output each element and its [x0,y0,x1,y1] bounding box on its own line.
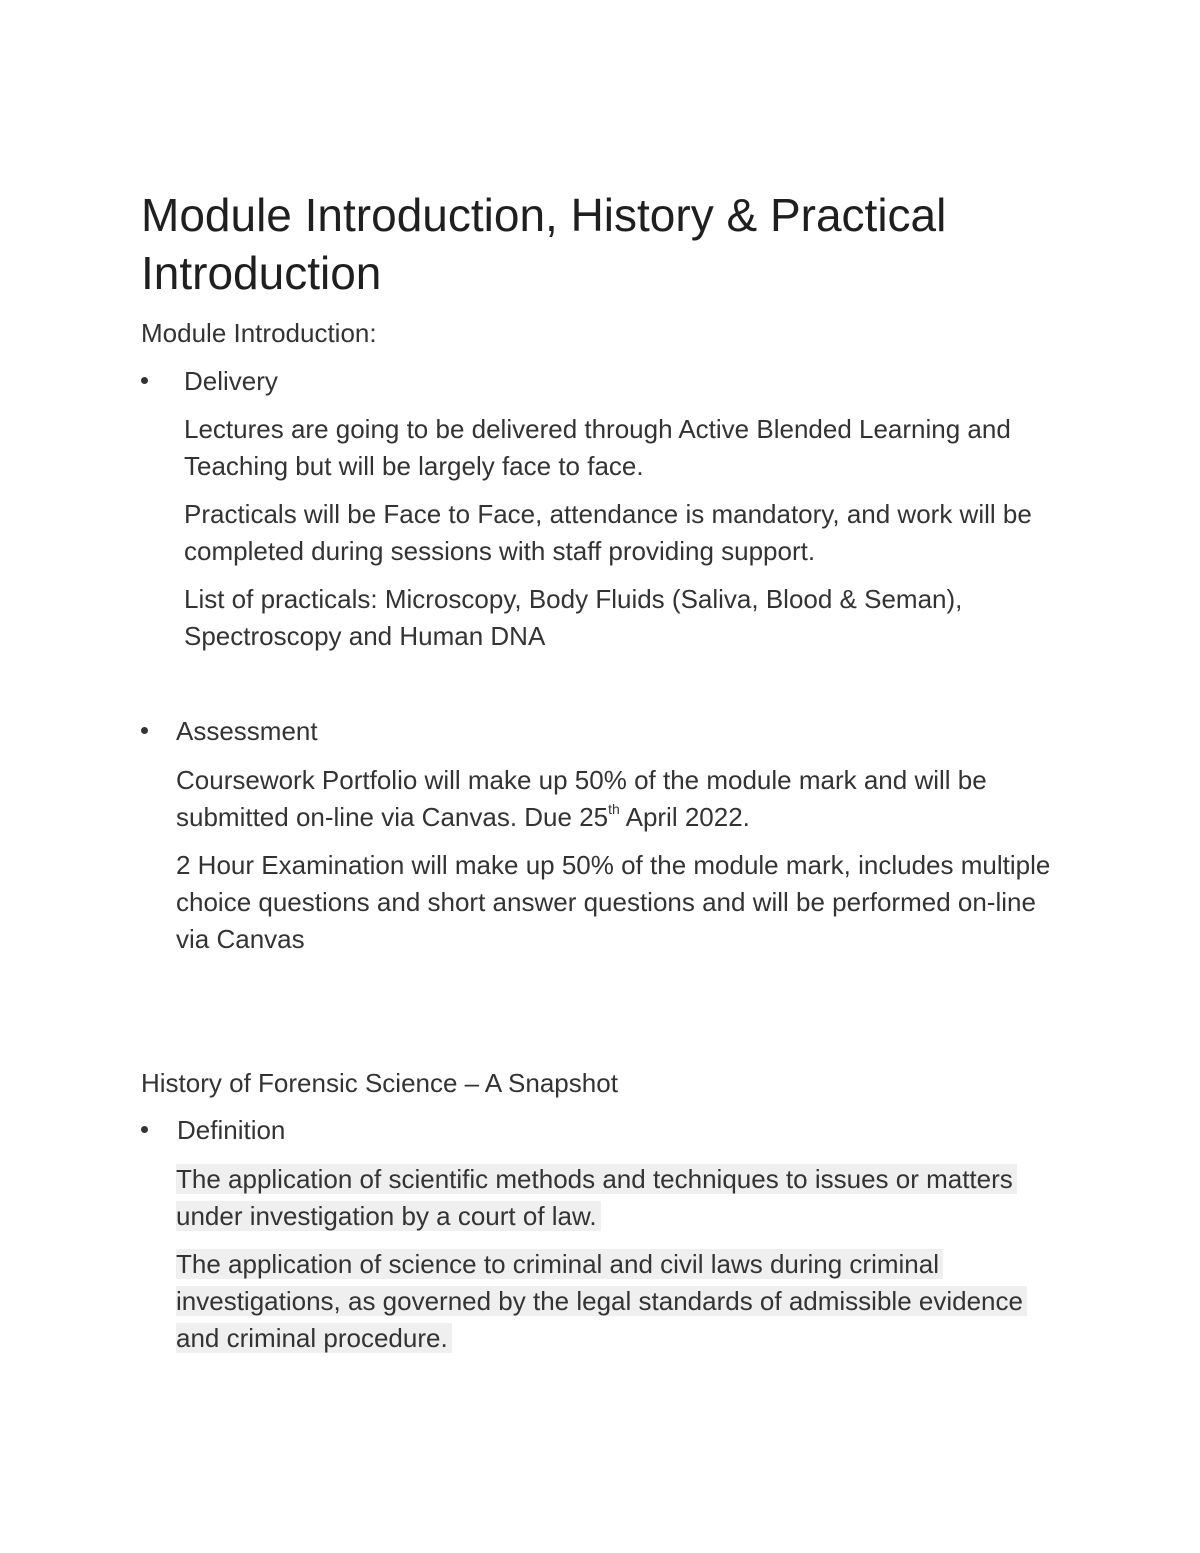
delivery-paragraph-practicals: Practicals will be Face to Face, attendance is mandatory, and work will be completed during sessions with staff providing support. [184,499,1032,566]
delivery-paragraph-practical-list: List of practicals: Microscopy, Body Fluids (Saliva, Blood & Seman), Spectroscopy and Human DNA [184,584,963,651]
module-introduction-heading: Module Introduction: [141,318,377,348]
highlighted-definition-1: The application of scientific methods and techniques to issues or matters under investigation by a court of law. [176,1164,1017,1231]
bullet-icon [141,727,148,734]
definition-label: Definition [177,1115,286,1145]
definition-paragraph-1 [176,1161,1056,1235]
history-heading: History of Forensic Science – A Snapshot [141,1068,618,1098]
delivery-label: Delivery [184,366,278,396]
highlighted-definition-2: The application of science to criminal and civil laws during criminal investigations, as governed by the legal standards of admissible evidence and criminal procedure. [176,1249,1027,1353]
coursework-text: Coursework Portfolio will make up 50% of the module mark and will be submitted on-line via Canvas. Due 25 [176,765,987,832]
bullet-icon [141,1126,148,1133]
definition-paragraph-2 [176,1246,1066,1357]
assessment-paragraph-coursework [176,762,1066,836]
bullet-icon [141,377,148,384]
coursework-due-date: April 2022. [619,802,750,832]
assessment-label: Assessment [176,716,318,746]
delivery-paragraph-lectures: Lectures are going to be delivered through Active Blended Learning and Teaching but will be largely face to face. [184,414,1011,481]
ordinal-suffix: th [608,801,620,817]
page-title: Module Introduction, History & Practical Introduction [141,189,947,299]
assessment-paragraph-examination: 2 Hour Examination will make up 50% of the module mark, includes multiple choice questions and short answer questions and will be performed on-line via Canvas [176,850,1051,954]
